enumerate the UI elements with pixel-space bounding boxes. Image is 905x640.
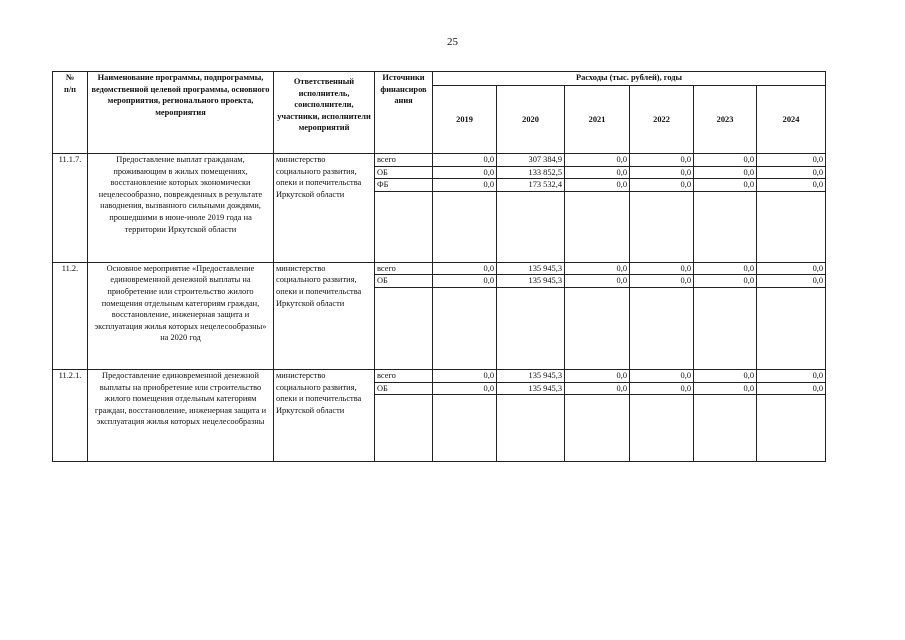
empty-cell	[497, 287, 565, 369]
expense-value: 0,0	[565, 179, 630, 192]
expense-value: 0,0	[565, 154, 630, 167]
empty-cell	[433, 287, 497, 369]
expense-value: 0,0	[694, 382, 757, 395]
expense-value: 0,0	[757, 154, 826, 167]
expense-value: 0,0	[694, 369, 757, 382]
expense-value: 0,0	[630, 179, 694, 192]
header-expenses: Расходы (тыс. рублей), годы	[433, 72, 826, 86]
row-executor: министерство социального развития, опеки и попечительства Иркутской области	[274, 262, 375, 369]
expense-value: 0,0	[694, 179, 757, 192]
header-name: Наименование программы, подпрограммы, ведомственной целевой программы, основного мероприятия, регионального проекта, мероприятия	[88, 72, 274, 154]
expense-value: 0,0	[630, 154, 694, 167]
header-source: Источники финансиров ания	[375, 72, 433, 154]
empty-cell	[375, 287, 433, 369]
expense-value: 133 852,5	[497, 166, 565, 179]
expense-value: 0,0	[694, 154, 757, 167]
table-row	[53, 369, 826, 382]
expense-value: 135 945,3	[497, 275, 565, 288]
budget-table	[52, 71, 826, 462]
empty-cell	[565, 191, 630, 262]
expense-value: 0,0	[694, 275, 757, 288]
row-number: 11.2.	[53, 262, 88, 369]
expense-value: 0,0	[433, 382, 497, 395]
row-name: Предоставление единовременной денежной выплаты на приобретение или строительство жилого помещения отдельным категориям граждан, восстановление, инженерная защита и эксплуатация жилья которых нецелесообразны	[88, 369, 274, 461]
empty-cell	[694, 287, 757, 369]
empty-cell	[433, 395, 497, 462]
expense-value: 0,0	[757, 275, 826, 288]
expense-value: 0,0	[630, 382, 694, 395]
expense-value: 0,0	[433, 154, 497, 167]
expense-value: 0,0	[694, 262, 757, 275]
empty-cell	[497, 191, 565, 262]
expense-value: 0,0	[433, 166, 497, 179]
funding-source: всего	[375, 262, 433, 275]
row-executor: министерство социального развития, опеки и попечительства Иркутской области	[274, 369, 375, 461]
empty-cell	[757, 395, 826, 462]
funding-source: ОБ	[375, 382, 433, 395]
expense-value: 135 945,3	[497, 262, 565, 275]
empty-cell	[375, 395, 433, 462]
funding-source: всего	[375, 154, 433, 167]
empty-cell	[630, 395, 694, 462]
expense-value: 0,0	[630, 262, 694, 275]
expense-value: 0,0	[433, 275, 497, 288]
header-year: 2024	[757, 86, 826, 154]
empty-cell	[630, 287, 694, 369]
funding-source: ОБ	[375, 275, 433, 288]
empty-cell	[497, 395, 565, 462]
page-number: 25	[447, 36, 458, 48]
funding-source: всего	[375, 369, 433, 382]
expense-value: 0,0	[565, 275, 630, 288]
funding-source: ОБ	[375, 166, 433, 179]
header-year: 2022	[630, 86, 694, 154]
empty-cell	[565, 287, 630, 369]
row-name: Основное мероприятие «Предоставление единовременной денежной выплаты на приобретение или строительство жилого помещения отдельным категориям граждан, восстановление, инженерная защита и эксплуатация жилья которых нецелесообразны» на 2020 год	[88, 262, 274, 369]
empty-cell	[630, 191, 694, 262]
expense-value: 0,0	[433, 262, 497, 275]
expense-value: 0,0	[757, 166, 826, 179]
expense-value: 135 945,3	[497, 369, 565, 382]
row-number: 11.2.1.	[53, 369, 88, 461]
table-row	[53, 262, 826, 275]
expense-value: 0,0	[565, 262, 630, 275]
header-number: № п/п	[53, 72, 88, 154]
empty-cell	[375, 191, 433, 262]
expense-value: 0,0	[630, 166, 694, 179]
expense-value: 0,0	[565, 166, 630, 179]
expense-value: 0,0	[757, 262, 826, 275]
row-executor: министерство социального развития, опеки и попечительства Иркутской области	[274, 154, 375, 263]
funding-source: ФБ	[375, 179, 433, 192]
expense-value: 0,0	[757, 382, 826, 395]
expense-value: 0,0	[433, 369, 497, 382]
header-year: 2020	[497, 86, 565, 154]
expense-value: 0,0	[433, 179, 497, 192]
expense-value: 0,0	[565, 382, 630, 395]
empty-cell	[757, 287, 826, 369]
row-number: 11.1.7.	[53, 154, 88, 263]
expense-value: 135 945,3	[497, 382, 565, 395]
empty-cell	[757, 191, 826, 262]
row-name: Предоставление выплат гражданам, проживающим в жилых помещениях, восстановление которых экономически нецелесообразно, поврежденных в результате наводнения, вызванного сильными дождями, прошедшими в июне-июле 2019 года на территории Иркутской области	[88, 154, 274, 263]
expense-value: 0,0	[630, 275, 694, 288]
empty-cell	[433, 191, 497, 262]
expense-value: 0,0	[757, 369, 826, 382]
expense-value: 0,0	[630, 369, 694, 382]
expense-value: 0,0	[757, 179, 826, 192]
header-year: 2023	[694, 86, 757, 154]
empty-cell	[694, 191, 757, 262]
expense-value: 0,0	[565, 369, 630, 382]
expense-value: 0,0	[694, 166, 757, 179]
header-year: 2021	[565, 86, 630, 154]
expense-value: 173 532,4	[497, 179, 565, 192]
table-body	[53, 154, 826, 462]
expense-value: 307 384,9	[497, 154, 565, 167]
table-row	[53, 154, 826, 167]
empty-cell	[694, 395, 757, 462]
empty-cell	[565, 395, 630, 462]
header-executor: Ответственный исполнитель, соисполнители, участники, исполнители мероприятий	[274, 72, 375, 154]
header-year: 2019	[433, 86, 497, 154]
